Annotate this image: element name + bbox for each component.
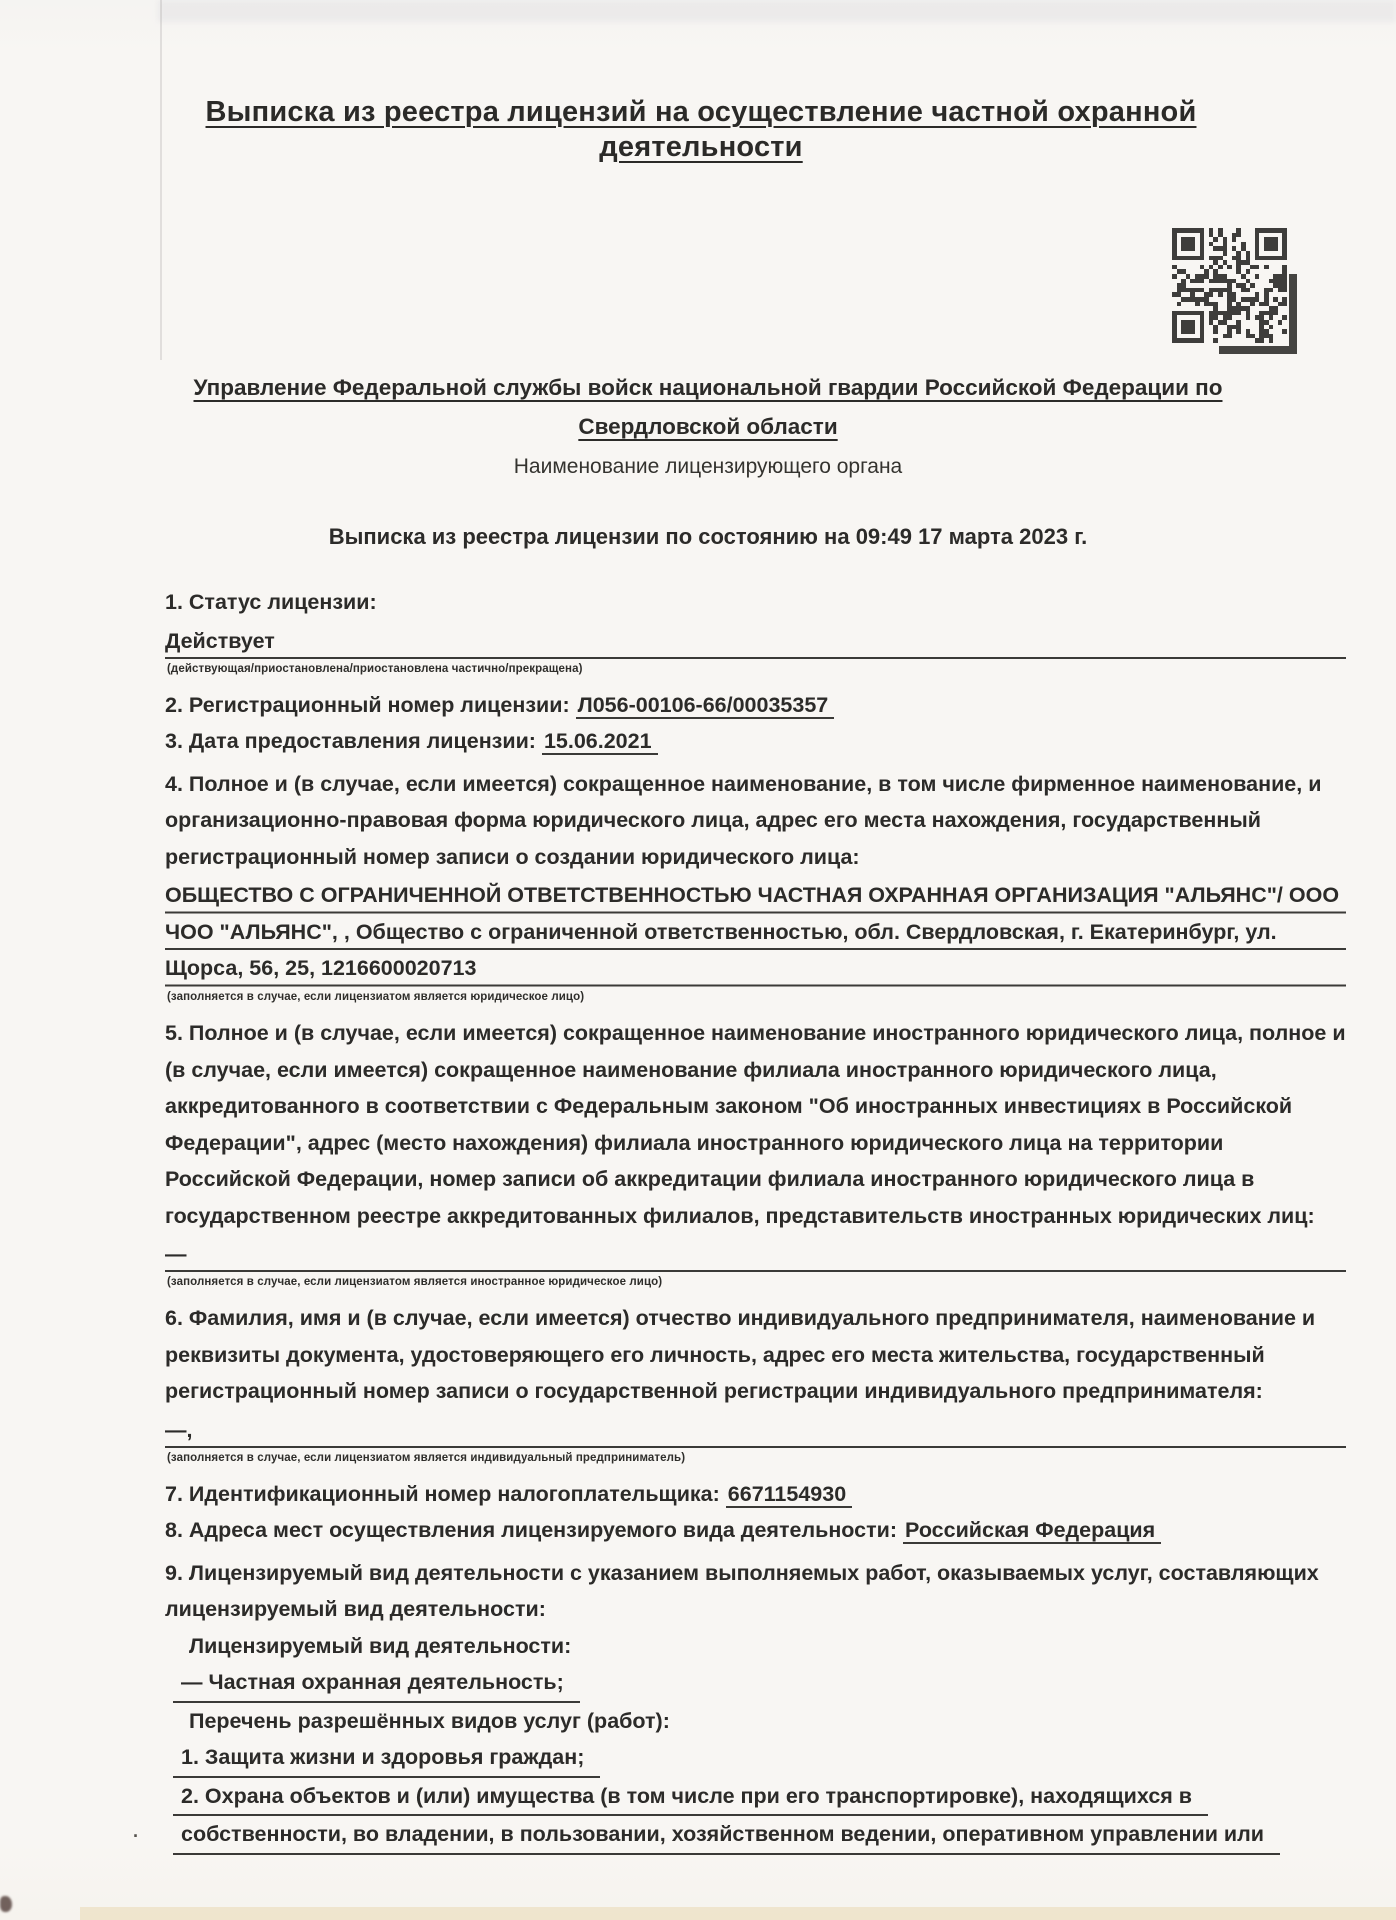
entrepreneur-note: (заполняется в случае, если лицензиатом является индивидуальный предприниматель) <box>167 1451 686 1464</box>
inn-label: 7. Идентификационный номер налогоплательщика: <box>165 1481 720 1506</box>
entrepreneur-label: 6. Фамилия, имя и (в случае, если имеется) отчество индивидуального предпринимателя, наименование и реквизиты документа, удостоверяющего его личность, адрес его места жительства, государственный регистрационный номер записи о государственной регистрации индивидуального предпринимателя: <box>165 1306 1316 1403</box>
scan-bottom-band <box>80 1907 1396 1920</box>
service-item-2-line-1: 2. Охрана объектов и (или) имущества (в том числе при его транспортировке), находящихся в <box>173 1778 1208 1817</box>
foreign-entity-label: 5. Полное и (в случае, если имеется) сокращенное наименование иностранного юридического лица, полное и (в случае, если имеется) сокращенное наименование филиала иностранного юридического лица, аккредитованного в соответствии с Федеральным законом "Об иностранных инвестициях в Российской Федерации", адрес (место нахождения) филиала иностранного юридического лица на территории Российской Федерации, номер записи об аккредитации филиала иностранного юридического лица в государственном реестре аккредитованных филиалов, представительств иностранных юридических лиц: <box>165 1021 1346 1228</box>
activity-address-value: Российская Федерация <box>903 1518 1161 1544</box>
service-item-1: 1. Защита жизни и здоровья граждан; <box>173 1739 600 1778</box>
qr-code <box>1172 228 1297 354</box>
licensed-activity-label: 9. Лицензируемый вид деятельности с указанием выполняемых работ, оказываемых услуг, составляющих лицензируемый вид деятельности: <box>165 1560 1319 1621</box>
grant-date-row <box>165 723 1346 760</box>
document-body <box>165 584 1346 1855</box>
license-status-label: 1. Статус лицензии: <box>165 590 377 614</box>
authority-caption: Наименование лицензирующего органа <box>513 455 903 478</box>
extract-statement: Выписка из реестра лицензии по состоянию на 09:49 17 марта 2023 г. <box>328 524 1088 549</box>
activity-address-label: 8. Адреса мест осуществления лицензируемого вида деятельности: <box>165 1518 898 1542</box>
scan-corner-speck <box>0 1896 12 1912</box>
document-header <box>110 95 1292 165</box>
activity-value: — Частная охранная деятельность; <box>173 1664 580 1703</box>
registration-number-row <box>165 687 1346 724</box>
entrepreneur-value: —, <box>165 1414 1346 1448</box>
registration-number-value: Л056-00106-66/00035357 <box>576 693 835 719</box>
services-caption: Перечень разрешённых видов услуг (работ): <box>189 1708 670 1733</box>
inn-value: 6671154930 <box>726 1482 852 1508</box>
authority-name: Управление Федеральной службы войск национальной гвардии Российской Федерации по Свердловской области <box>193 375 1223 439</box>
foreign-entity-value: — <box>165 1238 1346 1272</box>
legal-entity-label: 4. Полное и (в случае, если имеется) сокращенное наименование, в том числе фирменное наименование, и организационно-правовая форма юридического лица, адрес его места нахождения, государственный регистрационный номер записи о создании юридического лица: <box>165 771 1322 869</box>
legal-entity-note: (заполняется в случае, если лицензиатом является юридическое лицо) <box>167 991 585 1003</box>
qr-corner-bracket-icon <box>1219 274 1297 354</box>
license-status-note: (действующая/приостановлена/приостановлена частично/прекращена) <box>167 662 583 675</box>
legal-entity-value: ОБЩЕСТВО С ОГРАНИЧЕННОЙ ОТВЕТСТВЕННОСТЬЮ ЧАСТНАЯ ОХРАННАЯ ОРГАНИЗАЦИЯ "АЛЬЯНС"/ ООО ЧОО "АЛЬЯНС", , Общество с ограниченной ответственностью, обл. Свердловская, г. Екатеринбург, ул. Щорса, 56, 25, 1216600020713 <box>165 877 1346 987</box>
licensing-authority-block <box>120 368 1296 550</box>
grant-date-label: 3. Дата предоставления лицензии: <box>165 729 536 753</box>
scan-top-shadow <box>158 0 1396 22</box>
registration-number-label: 2. Регистрационный номер лицензии: <box>165 692 570 717</box>
activity-address-row <box>165 1512 1346 1549</box>
scan-fold-line <box>160 0 162 360</box>
license-status-value: Действует <box>165 625 1346 659</box>
inn-row <box>165 1476 1346 1513</box>
activity-caption: Лицензируемый вид деятельности: <box>189 1633 572 1658</box>
page-title: Выписка из реестра лицензий на осуществление частной охранной деятельности <box>205 96 1197 163</box>
service-item-2-line-2: · собственности, во владении, в пользовании, хозяйственном ведении, оперативном управлении или <box>173 1816 1280 1855</box>
foreign-entity-note: (заполняется в случае, если лицензиатом является иностранное юридическое лицо) <box>167 1276 663 1288</box>
grant-date-value: 15.06.2021 <box>542 729 658 755</box>
